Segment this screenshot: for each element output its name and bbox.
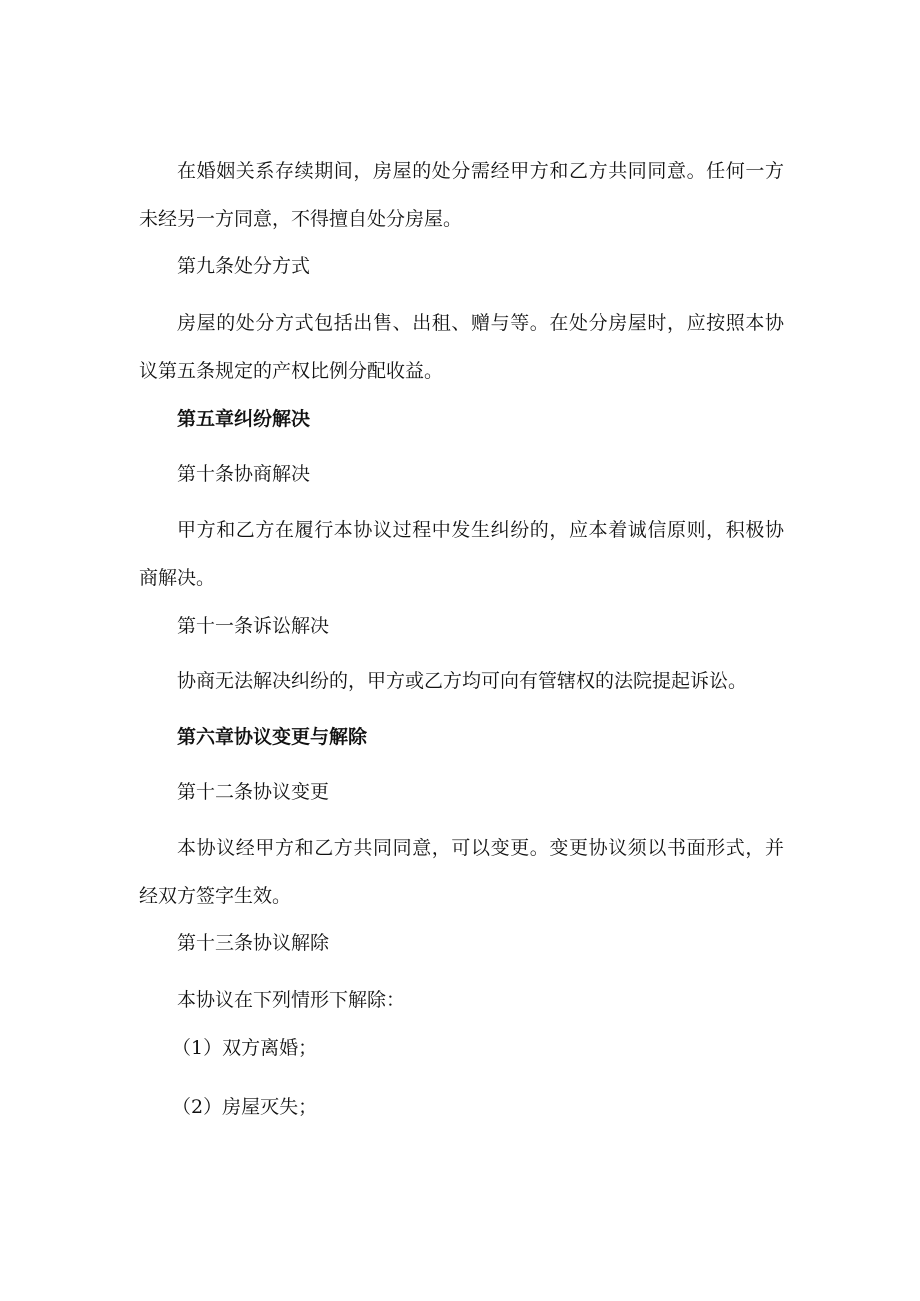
list-item: （2）房屋灭失； [172,1096,318,1118]
article-13-title: 第十三条协议解除 [177,932,330,954]
paragraph-article-12: 本协议经甲方和乙方共同同意，可以变更。变更协议须以书面形式，并经双方签字生效。 [139,837,784,907]
chapter-5-title: 第五章纠纷解决 [177,408,311,430]
article-11-title: 第十一条诉讼解决 [177,615,330,637]
paragraph-disposal-consent: 在婚姻关系存续期间，房屋的处分需经甲方和乙方共同同意。任何一方未经另一方同意，不得擅自处分房屋。 [139,160,784,230]
chapter-6-title: 第六章协议变更与解除 [177,726,368,748]
article-12-title: 第十二条协议变更 [177,781,330,803]
paragraph-article-13-intro: 本协议在下列情形下解除： [177,989,406,1011]
paragraph-article-9: 房屋的处分方式包括出售、出租、赠与等。在处分房屋时，应按照本协议第五条规定的产权比例分配收益。 [139,312,784,382]
article-10-title: 第十条协商解决 [177,463,311,485]
paragraph-article-11: 协商无法解决纠纷的，甲方或乙方均可向有管辖权的法院提起诉讼。 [177,670,748,692]
paragraph-article-10: 甲方和乙方在履行本协议过程中发生纠纷的，应本着诚信原则，积极协商解决。 [139,519,784,589]
list-item: （1）双方离婚； [172,1037,318,1059]
article-9-title: 第九条处分方式 [177,255,311,277]
